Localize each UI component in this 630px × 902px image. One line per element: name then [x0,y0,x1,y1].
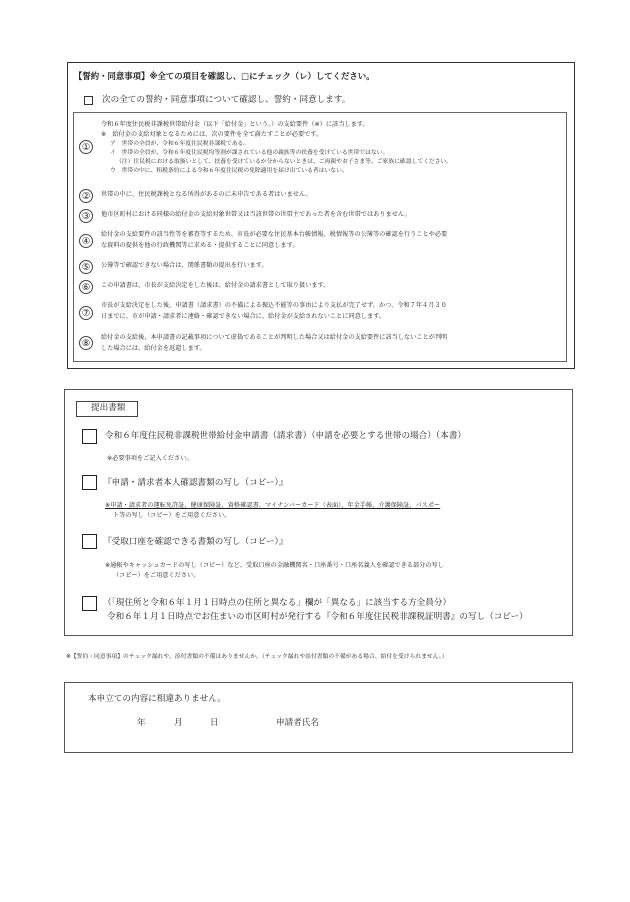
oath-item-3-line-1: 他市区町村における同様の給付金の支給対象世帯又は当該世帯の世帯主であった者を含む世帯ではありません。 [101,211,411,218]
doc-4-label-2: 令和６年１月１日時点でお住まいの市区町村が発行する『令和６年度住民税非課税証明書』の写し（コピー） [107,612,528,622]
oath-item-4-number: ④ [79,234,93,248]
doc-3-label: 『受取口座を確認できる書類の写し（コピー）』 [103,537,288,547]
oath-item-1-line-2: ※ 給付金の支給対象となるためには、次の要件を全て満たすことが必要です。 [101,131,323,138]
doc-4-checkbox[interactable] [82,596,97,611]
oath-item-7-number: ⑦ [79,306,93,320]
oath-item-7-line-1: 市長が支給決定をした後、申請書（請求書）の不備による振込不能等の事由により支払が完了せず、かつ、令和７年４月３０ [101,302,447,309]
oath-item-1-number: ① [79,140,93,154]
oath-item-3-number: ③ [79,209,93,223]
oath-item-8-line-1: 給付金の支給後、本申請書の記載事項について虚偽であることが判明した場合又は給付金の支給要件に該当しないことが判明 [101,334,448,341]
oath-item-1-line-3: ア 世帯の全員が、令和６年度住民税非課税である。 [110,141,250,147]
doc-2-note-2: ト等の写し（コピー）をご用意ください。 [113,512,231,519]
oath-item-5-number: ⑤ [79,260,93,274]
docs-title: 提出書類 [91,403,126,413]
oath-check-line: 次の全ての誓約・同意事項について確認し、誓約・同意します。 [102,95,351,105]
oath-item-1-line-1: 令和６年度住民税非課税世帯給付金（以下「給付金」という。）の支給要件（※）に該当します。 [101,121,369,128]
declaration-text: 本申立ての内容に相違ありません。 [88,694,227,704]
oath-item-4-line-2: な資料の提供を他の行政機関等に求める・提供することに同意します。 [101,242,299,249]
declaration-month: 月 [174,718,183,728]
doc-3-checkbox[interactable] [82,534,97,549]
oath-item-7-line-2: 日までに、市が申請・請求者に連絡・確認できない場合に、給付金が支給されないことに同意します。 [101,313,386,320]
doc-3-note-1: ※通帳やキャッシュカードの写し（コピー）など、受取口座の金融機関名・口座番号・口座名義人を確認できる部分の写し [105,562,444,569]
oath-item-2-line-1: 世帯の中に、住民税課税となる所得があるのに未申告である者はいません。 [101,191,312,198]
doc-1-note-1: ※必要事項をご記入ください。 [107,455,193,462]
doc-1-checkbox[interactable] [82,429,97,444]
oath-item-4-line-1: 給付金の支給要件の該当性等を審査等するため、市長が必要な住民基本台帳情報、税情報等の公簿等の確認を行うことや必要 [101,231,448,238]
oath-item-5-line-1: 公簿等で確認できない場合は、関係書類の提出を行います。 [101,262,268,269]
oath-header: 【誓約・同意事項】※全ての項目を確認し、□にチェック（レ）してください。 [74,71,375,81]
oath-item-1-line-4: イ 世帯の全員が、令和６年度住民税均等割が課されている他の親族等の扶養を受けている世帯ではない。 [110,150,389,156]
signer-label: 申請者氏名 [276,718,319,728]
oath-item-6-number: ⑥ [79,280,93,294]
doc-4-label: （「現住所と令和６年１月１日時点の住所と異なる」欄が「異なる」に該当する方全員分） [103,598,452,608]
oath-item-1-line-5: （注）住民税における取扱いとして、扶養を受けているか分からないときは、ご両親やお子さま等、ご家族に確認してください。 [116,159,453,165]
doc-3-note-2: （コピー）をご用意ください。 [113,572,200,579]
oath-item-6-line-1: この申請書は、市長が支給決定をした後は、給付金の請求書として取り扱います。 [101,282,330,289]
footnote: ※【誓約・同意事項】のチェック漏れや、添付書類の不備はありませんか。（チェック漏れや添付書類の不備がある場合、給付を受けられません。） [66,654,448,660]
oath-item-8-line-2: した場合には、給付金を返還します。 [101,345,206,352]
doc-2-note-1: ※申請・請求者の運転免許証、健康保険証、資格確認書、マイナンバーカード（表面）、年金手帳、介護保険証、パスポー [105,502,441,509]
declaration-day: 日 [210,718,219,728]
doc-1-label: 令和６年度住民税非課税世帯給付金申請書（請求書）（申請を必要とする世帯の場合）（本書） [105,431,466,441]
oath-item-8-number: ⑧ [79,336,93,350]
oath-agree-checkbox[interactable] [84,96,93,105]
oath-item-1-line-6: ウ 世帯の中に、租税条約による令和６年度住民税の免除適用を届け出ている者はいない。 [110,168,348,174]
doc-2-label: 『申請・請求者本人確認書類の写し（コピー）』 [103,478,288,488]
oath-item-2-number: ② [79,189,93,203]
declaration-year: 年 [137,718,146,728]
doc-2-checkbox[interactable] [82,475,97,490]
